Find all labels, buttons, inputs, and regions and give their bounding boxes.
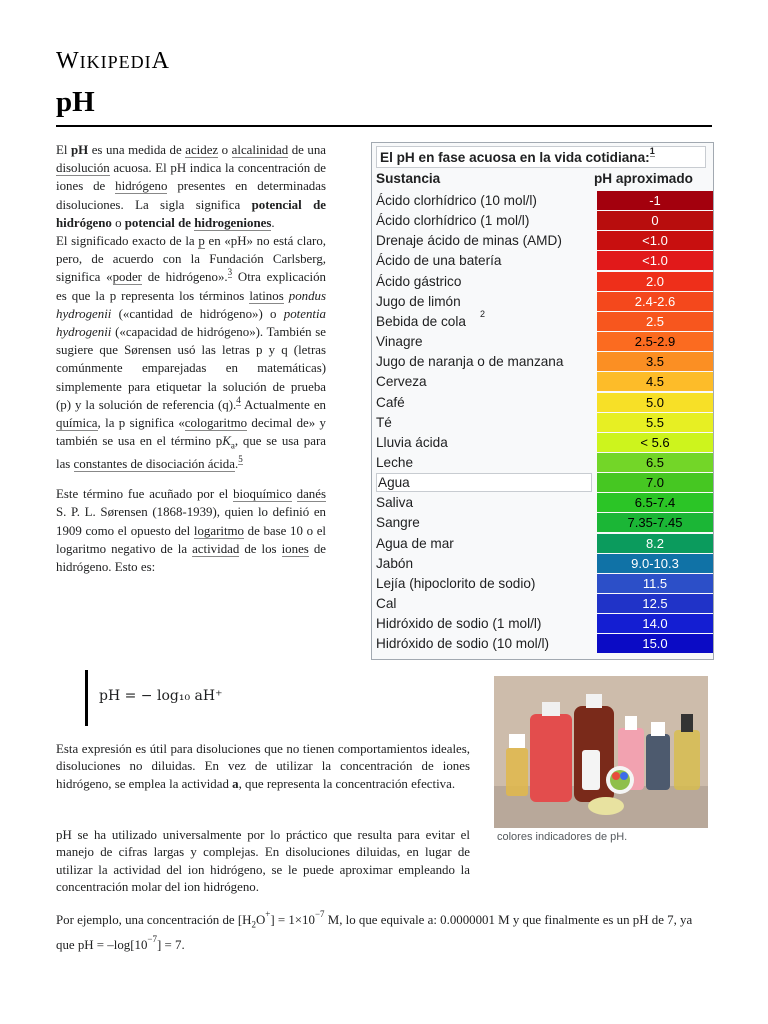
- ph-value-cell: -1: [597, 191, 713, 210]
- link-alcalinidad[interactable]: alcalinidad: [231, 143, 289, 157]
- table-row: [376, 433, 710, 452]
- substance-name[interactable]: Ácido clorhídrico (10 mol/l): [376, 193, 537, 208]
- link-p[interactable]: p: [198, 234, 205, 249]
- table-row: [376, 453, 710, 472]
- ph-value-cell: 2.5: [597, 312, 713, 331]
- reference-1[interactable]: 1: [649, 146, 655, 156]
- ph-value-cell: 3.5: [597, 352, 713, 371]
- substance-name[interactable]: Lejía (hipoclorito de sodio): [376, 575, 536, 591]
- link-bioquimico[interactable]: bioquímico: [233, 487, 292, 502]
- table-row: [376, 211, 710, 230]
- substance-name[interactable]: Ácido clorhídrico (1 mol/l): [376, 213, 530, 229]
- substance-name[interactable]: Lluvia ácida: [376, 434, 448, 450]
- substance-name[interactable]: Jabón: [376, 555, 414, 571]
- link-hidrogeno[interactable]: hidrógeno: [115, 179, 168, 194]
- ph-value-cell: 2.4-2.6: [597, 292, 713, 311]
- reference-2[interactable]: 2: [480, 308, 486, 319]
- substance-name[interactable]: Vinagre: [376, 334, 423, 350]
- substance-name[interactable]: Jugo de naranja o de manzana: [376, 354, 564, 370]
- expression-paragraph: Esta expresión es útil para disoluciones que no tienen comportamientos ideales, disoluciones no diluidas. En vez de utilizar la concentración de iones hidrógeno, se emplea la actividad a, que representa la concentración efectiva.: [56, 742, 470, 791]
- ph-value-cell: 6.5: [597, 453, 713, 472]
- link-cologaritmo[interactable]: cologaritmo: [184, 416, 248, 431]
- column-header-ph: pH aproximado: [594, 171, 693, 186]
- ph-value-cell: 12.5: [597, 594, 713, 613]
- link-poder[interactable]: poder: [112, 270, 142, 285]
- ph-value-cell: 4.5: [597, 372, 713, 391]
- origin-paragraph: El significado exacto de la p en «pH» no está claro, pero, de acuerdo con la Fundación Carlsberg, significa «poder de hidrógeno».$^3$ Otra explicación es que la p representa los términos latinos pondus hydrogenii («cantidad de hidrógeno») o potentia hydrogenii («capacidad de hidrógeno»). También se sugiere que Sørensen usó las letras p y q (letras comúnmente emparejadas en matemáticas) simplemente para etiquetar la solución de prueba (p) y la solución de referencia (q).$^4$ Actualmente en química, la p significa «cologaritmo decimal de» y también se usa en el término $pK_a$, que se usa para las constantes de disociación ácida.$^5$: [56, 234, 326, 472]
- wordmark-letter-w: W: [56, 48, 80, 74]
- ph-value-cell: 14.0: [597, 614, 713, 633]
- substance-name[interactable]: Agua de mar: [376, 535, 454, 551]
- link-hidrogeniones[interactable]: hidrogeniones: [194, 215, 272, 230]
- ph-value-cell: 7.35-7.45: [597, 513, 713, 532]
- substance-name[interactable]: Hidróxido de sodio (1 mol/l): [376, 616, 542, 632]
- table-row: [376, 251, 710, 270]
- page-title: pH: [56, 86, 95, 118]
- example-paragraph: Por ejemplo, una concentración de $[H_2O^+] = 1\times 10^{-7}$ M, lo que equivale a: 0.0000001 M y que finalmente es un pH de 7, ya que pH = $-\log[10^{-7}] = 7$.: [56, 909, 693, 952]
- substance-name[interactable]: Café: [376, 394, 405, 410]
- table-row: [376, 413, 710, 432]
- substance-name[interactable]: Jugo de limón: [376, 293, 461, 309]
- substance-name[interactable]: Cal: [376, 596, 397, 611]
- substance-name[interactable]: Leche: [376, 454, 414, 470]
- title-rule: [56, 125, 712, 127]
- ph-value-cell: 5.5: [597, 413, 713, 432]
- ph-value-cell: 2.0: [597, 272, 713, 291]
- ph-value-cell: 2.5-2.9: [597, 332, 713, 351]
- table-row: [376, 594, 710, 613]
- table-row: [376, 574, 710, 593]
- table-row: [376, 634, 710, 653]
- photo-caption: colores indicadores de pH.: [497, 831, 628, 843]
- ph-table: [371, 142, 714, 660]
- link-latinos[interactable]: latinos: [249, 288, 284, 303]
- reference-5[interactable]: 5: [238, 454, 243, 465]
- link-disolucion[interactable]: disolución: [56, 161, 110, 176]
- table-row: [376, 191, 710, 210]
- ph-value-cell: 8.2: [597, 534, 713, 553]
- ph-value-cell: 15.0: [597, 634, 713, 653]
- substance-name[interactable]: Bebida de cola: [376, 313, 466, 329]
- link-logaritmo[interactable]: logaritmo: [193, 523, 244, 538]
- link-iones[interactable]: iones: [281, 541, 309, 556]
- ph-value-cell: < 5.6: [597, 433, 713, 452]
- table-row: [376, 513, 710, 532]
- substance-name[interactable]: Sangre: [376, 515, 420, 531]
- substance-name[interactable]: Hidróxido de sodio (10 mol/l): [376, 636, 550, 652]
- history-paragraph: Este término fue acuñado por el bioquímico danés S. P. L. Sørensen (1868-1939), quien lo definió en 1909 como el opuesto del logaritmo de base 10 o el logaritmo negativo de la actividad de los iones de hidrógeno. Esto es:: [56, 487, 327, 575]
- ph-indicators-photo: [494, 676, 708, 828]
- substance-name[interactable]: Drenaje ácido de minas (AMD): [376, 233, 562, 249]
- intro-paragraph: El pH es una medida de acidez o alcalinidad de una disolución acuosa. El pH indica la concentración de iones de hidrógeno presentes en determinadas disoluciones. La sigla significa potencial de hidrógeno o potencial de hidrogeniones.: [56, 143, 327, 230]
- column-header-sustancia: Sustancia: [376, 171, 441, 186]
- reference-4[interactable]: 4: [236, 394, 241, 405]
- term-potencial-hidrogeno: potencial de hidrógeno: [56, 197, 326, 230]
- table-row: [376, 332, 710, 351]
- table-row: [376, 554, 710, 573]
- table-row: [376, 614, 710, 633]
- substance-name[interactable]: Té: [376, 414, 392, 430]
- link-actividad[interactable]: actividad: [192, 541, 240, 556]
- ph-value-cell: <1.0: [597, 231, 713, 250]
- wordmark-middle: IKIPEDI: [79, 52, 152, 72]
- link-acidez[interactable]: acidez: [185, 143, 219, 157]
- reference-3[interactable]: 3: [227, 267, 233, 278]
- bottles-image: [494, 676, 708, 828]
- universal-paragraph: pH se ha utilizado universalmente por lo práctico que resulta para evitar el manejo de cifras largas y complejas. En disoluciones diluidas, en lugar de utilizar la actividad del ion hidrógeno, se le puede aproximar empleando la concentración molar del ion hidrógeno.: [56, 828, 470, 894]
- table-row: [376, 473, 710, 492]
- ph-value-cell: 6.5-7.4: [597, 493, 713, 512]
- table-row: [376, 292, 710, 311]
- table-row: [376, 372, 710, 391]
- ph-value-cell: 11.5: [597, 574, 713, 593]
- table-row: [376, 352, 710, 371]
- wikipedia-wordmark[interactable]: [56, 48, 170, 75]
- substance-name[interactable]: Ácido gástrico: [376, 273, 462, 289]
- ph-value-cell: 9.0-10.3: [597, 554, 713, 573]
- table-row: [376, 308, 710, 331]
- table-row: [376, 534, 710, 553]
- ph-value-cell: 5.0: [597, 393, 713, 412]
- table-row: [376, 231, 710, 250]
- table-row: [376, 493, 710, 512]
- substance-name[interactable]: Agua: [376, 473, 592, 492]
- table-row: [376, 393, 710, 412]
- wordmark-letter-a: A: [151, 48, 170, 74]
- link-constantes-disociacion[interactable]: constantes de disociación ácida: [73, 457, 235, 472]
- link-danes[interactable]: danés: [296, 487, 326, 502]
- substance-name[interactable]: Ácido de una batería: [376, 253, 502, 269]
- table-row: [376, 272, 710, 291]
- formula-text: pH = − log₁₀ aH⁺: [99, 688, 223, 704]
- link-quimica[interactable]: química: [56, 416, 98, 431]
- substance-name[interactable]: Cerveza: [376, 374, 427, 390]
- ph-formula: [85, 670, 288, 726]
- article-left-column: [56, 141, 326, 576]
- ph-term: pH: [70, 143, 89, 157]
- ph-value-cell: 7.0: [597, 473, 713, 492]
- substance-name[interactable]: Saliva: [376, 495, 414, 511]
- ph-value-cell: 0: [597, 211, 713, 230]
- table-caption: El pH en fase acuosa en la vida cotidiana:$^1$: [376, 146, 706, 168]
- ph-value-cell: <1.0: [597, 251, 713, 270]
